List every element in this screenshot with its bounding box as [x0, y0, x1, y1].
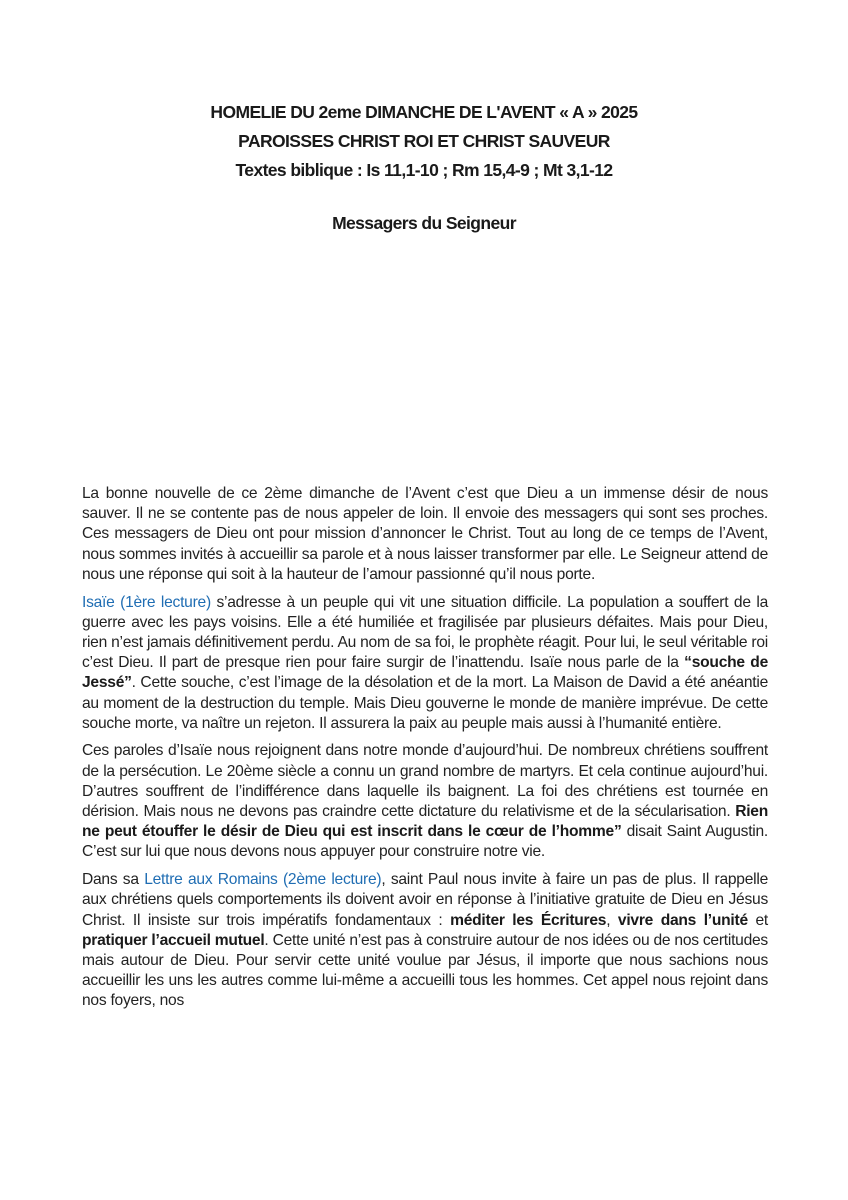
homily-subtitle: Messagers du Seigneur [332, 213, 516, 233]
paragraph-text: disait Saint Augustin. C’est sur lui que nous devons nous appuyer pour construire notre vie. [82, 823, 768, 861]
bold-phrase: “souche de Jessé” [82, 654, 768, 692]
parishes-title: PAROISSES CHRIST ROI ET CHRIST SAUVEUR [238, 131, 610, 151]
homily-body [82, 484, 768, 1019]
paragraph-text: , saint Paul nous invite à faire un pas de plus. Il rappelle aux chrétiens quels comportements ils doivent avoir en réponse à l’initiative gratuite de Dieu en Jésus Christ. Il insiste sur trois impératifs fondamentaux : [82, 871, 769, 929]
separator-text: et [747, 911, 768, 929]
separator-text: , [606, 911, 618, 929]
isaiah-reading-link[interactable]: Isaïe (1ère lecture) [82, 593, 211, 611]
paragraph-text: . Cette unité n’est pas à construire autour de nos idées ou de nos certitudes mais autour de Dieu. Pour servir cette unité voulue par Jésus, il importe que nous sachions nous accueillir les uns les autres comme lui-même a accueilli tous les hommes. Cet appel nous rejoint dans nos foyers, nos [82, 931, 768, 1010]
romans-reading-link[interactable]: Lettre aux Romains (2ème lecture) [144, 871, 382, 889]
paragraph-text: Dans sa [82, 871, 145, 889]
paragraph-text: Ces paroles d’Isaïe nous rejoignent dans notre monde d’aujourd’hui. De nombreux chrétiens souffrent de la persécution. Le 20ème siècle a connu un grand nombre de martyrs. Et cela continue aujourd’hui. D’autres souffrent de l’indifférence dans laquelle ils baignent. La foi des chrétiens est tournée en dérision. Mais nous ne devons pas craindre cette dictature du relativisme et de la sécularisation. [82, 742, 768, 821]
bold-quote: Rien ne peut étouffer le désir de Dieu qui est inscrit dans le cœur de l’homme” [82, 803, 768, 841]
bold-phrase: vivre dans l’unité [617, 911, 748, 929]
paragraph-isaiah [82, 593, 768, 734]
homily-title: HOMELIE DU 2eme DIMANCHE DE L'AVENT « A » 2025 [210, 102, 638, 122]
paragraph-today [82, 741, 768, 862]
bold-phrase: pratiquer l’accueil mutuel [82, 931, 265, 949]
document-header [0, 98, 848, 185]
paragraph-intro: La bonne nouvelle de ce 2ème dimanche de l’Avent c’est que Dieu a un immense désir de nous sauver. Il ne se contente pas de nous appeler de loin. Il envoie des messagers qui sont ses proches. Ces messagers de Dieu ont pour mission d’annoncer le Christ. Tout au long de ce temps de l’Avent, nous sommes invités à accueillir sa parole et à nous laisser transformer par elle. Le Seigneur attend de nous une réponse qui soit à la hauteur de l’amour passionné qu’il nous porte. [82, 485, 768, 583]
paragraph-text: . Cette souche, c’est l’image de la désolation et de la mort. La Maison de David a été anéantie au moment de la destruction du temple. Mais Dieu gouverne le monde de manière imprévue. De cette souche morte, va naître un rejeton. Il assurera la paix au peuple mais aussi à l’humanité entière. [82, 674, 768, 732]
bold-phrase: méditer les Écritures [450, 911, 607, 929]
bible-texts-reference: Textes biblique : Is 11,1-10 ; Rm 15,4-9 ; Mt 3,1-12 [235, 160, 613, 180]
paragraph-romans [82, 870, 768, 1011]
paragraph-text: s’adresse à un peuple qui vit une situation difficile. La population a souffert de la guerre avec les pays voisins. Elle a été humiliée et fragilisée par plusieurs défaites. Mais pour Dieu, rien n’est jamais définitivement perdu. Au nom de sa foi, le prophète réagit. Pour lui, le seul véritable roi c’est Dieu. Il part de presque rien pour faire surgir de l’inattendu. Isaïe nous parle de la [82, 593, 768, 672]
